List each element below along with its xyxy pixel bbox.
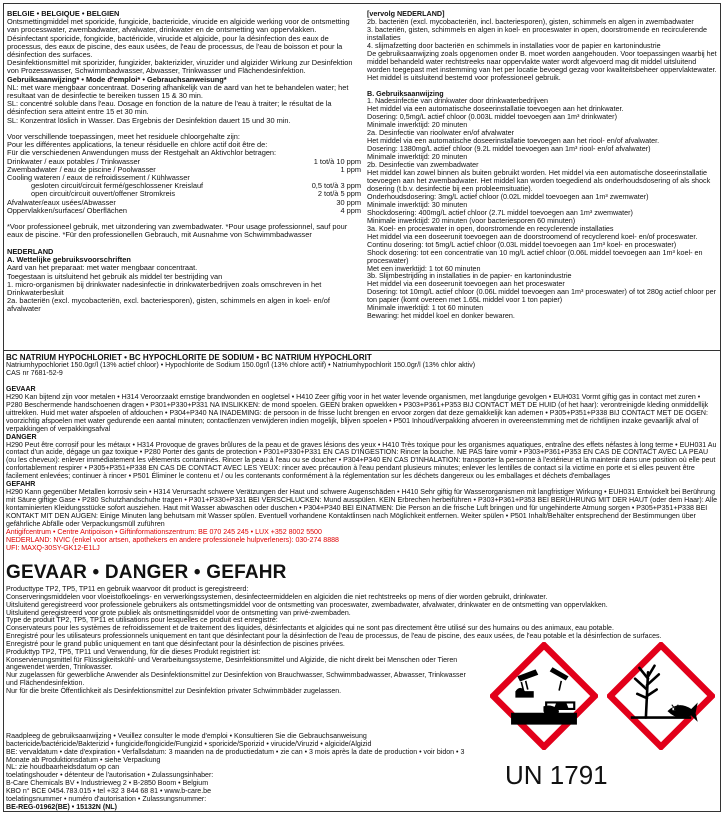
- left-column: [7, 10, 361, 314]
- instruction-line: Minimale inwerktijd: 30 minuten: [367, 199, 468, 209]
- chlorine-intro-de: Für die verschiedenen Anwendungen muss der Restgehalt an Aktivchlor betragen:: [7, 148, 277, 158]
- dosage-row: open circuit/circuit ouvert/offener Stromkreis 2 tot/à 5 ppm: [31, 189, 361, 199]
- instruction-line: Het middel via een doseerunit toevoegen aan het proceswater: [367, 279, 565, 289]
- chlorine-intro-fr: Pour les différentes applications, la teneur résiduelle en chlore actif doit être de:: [7, 140, 268, 150]
- dosage-row: Zwembadwater / eau de piscine / Poolwasser 1 ppm: [7, 164, 361, 174]
- hazard-text-fr: H290 Peut être corrosif pour les métaux • H314 Provoque de graves brûlures de la peau et de graves lésions des yeux • H410 Très toxique pour les organismes aquatiques, entraîne des effets néfastes à long terme • EUH031 Au contact d'un acide, dégage un gaz toxique • P280 Porter des gants de protection • P301+P330+P331 EN CAS D'INGESTION: Rincer la bouche. NE PAS faire vomir • P303+P361+P353 EN CAS DE CONTACT AVEC LA PEAU (ou les cheveux): enlever immédiatement les vêtements contaminés. Rincer la peau à l'eau ou se doucher • P304+P340 EN CAS D'INHALATION: transporter la personne à l'extérieur et la maintenir dans une position où elle peut confortablement respirer • P305+P351+P338 EN CAS DE CONTACT AVEC LES YEUX: rincer avec précaution à l'eau pendant plusieurs minutes; enlever les lentilles de contact si la victime en porte et si elles peuvent être facilement enlevées; continuer à rincer • P501 Éliminer le contenu et / ou les contenants conformément à la réglementation sur les déchets dangereux ou les emballages et déchets d'emballages: [6, 441, 717, 481]
- product-type-line: Konservierungsmittel für Flüssigkeitskühl- und Verarbeitungssysteme, Desinfektionsmittel und Algizide, die nicht direkt bei Menschen oder Tieren angewendet werden, Trinkwasser.: [6, 656, 458, 672]
- instruction-line: Het middel via een automatische doseerinstallatie toevoegen aan het riool- en/of afvalwater.: [367, 136, 660, 146]
- dosage-row: Oppervlakken/surfaces/ Oberflächen 4 ppm: [7, 205, 361, 215]
- admin-line: toelatingshouder • détenteur de l'autorisation • Zulassungsinhaber:: [6, 772, 214, 780]
- corrosion-pictogram-icon: [490, 642, 598, 750]
- instruction-line: Minimale inwerktijd: 1 tot 60 minuten: [367, 303, 484, 313]
- chlorine-intro-nl: Voor verschillende toepassingen, meet het residuele chloorgehalte zijn:: [7, 132, 240, 142]
- dosage-row: Cooling wateren / eaux de refroidissement / Kühlwasser: [7, 173, 190, 183]
- product-type-line: Type de produit TP2, TP5, TP11 et utilisations pour lesquelles ce produit est enregistré:: [6, 617, 278, 625]
- section-title-continued: [vervolg NEDERLAND]: [367, 9, 445, 18]
- hazard-title-de: GEFAHR: [6, 481, 36, 489]
- product-type-line: Uitsluitend geregistreerd voor grote publiek als ontsmettingsmiddel voor de ontsmetting van privé-zwembaden.: [6, 609, 351, 617]
- product-type-line: Producttype TP2, TP5, TP11 en gebruik waarvoor dit product is geregistreerd:: [6, 586, 249, 593]
- section-divider: [3, 350, 721, 351]
- instruction-line: Dosering: tot 10mg/L actief chloor (0.06L middel toevoegen aan 1m³ proceswater) of tot 280g actief chloor per ton papier (komt overeen met 1.65L middel voor 1 ton papier): [367, 287, 717, 305]
- product-type-line: Nur für die breite Öffentlichkeit als Desinfektionsmittel zur Desinfektion privater Schwimmbäder zugelassen.: [6, 687, 342, 695]
- instruction-line: Het middel via een automatische doseerinstallatie toevoegen aan het drinkwater.: [367, 104, 624, 114]
- instruction-line: Minimale inwerktijd: 20 minuten: [367, 120, 468, 130]
- instruction-line: Dosering: 0,5mg/L actief chloor (0.003L middel toevoegen aan 1m³ drinkwater): [367, 112, 617, 122]
- section-title-netherlands: NEDERLAND: [7, 246, 54, 256]
- instruction-line: 3a. Koel- en proceswater in open, doorstromende en recyclerende installaties: [367, 223, 614, 233]
- admin-line: NL: zie houdbaarheidsdatum op can: [6, 764, 120, 772]
- usage-title: Gebruiksaanwijzing* • Mode d'emploi* • Gebrauchsanweisung*: [7, 74, 227, 84]
- product-type-line: Nur zugelassen für gewerbliche Anwender als Desinfektionsmittel zur Desinfektion von Brauchwasser, Schwimmbadwasser, Abwasser, Trinkwasser und Flächendesinfektion.: [6, 672, 466, 688]
- intro-de: Desinfektionsmittel mit sporizider, fungizider, bakterizider, viruzider und algizider Wirkung zur Desinfektion von Prozesswasser, Schwimmbadwasser, Abwasser, Trinkwasser und Flächendesinfektion.: [7, 58, 353, 76]
- product-type-line: Enregistré pour les utilisateurs professionnels uniquement en tant que désinfectant pour la désinfection de l'eau de processus, de l'eau de piscine, des eaux usées, de l'eau potable et la désinfection de surfaces.: [6, 633, 662, 641]
- instruction-line: Bewaring: het middel koel en donker bewaren.: [367, 311, 515, 321]
- instruction-line: Minimale inwerktijd: 20 minuten: [367, 152, 468, 162]
- product-type-line: Conserveringsmiddelen voor vloeistofkoelings- en verwerkingssystemen, desinfecteermiddelen en algiciden die niet rechtstreeks op mens of dier worden gebruikt, drinkwater.: [6, 593, 548, 601]
- section-title-instructions: B. Gebruiksaanwijzing: [367, 88, 444, 98]
- usage-de: SL: Konzentrat löslich in Wasser. Das Ergebnis der Desinfektion dauert 15 und 30 min.: [7, 115, 291, 125]
- nl-line: 2a. bacteriën (excl. mycobacteriën, excl. bacteriesporen), gisten, schimmels en algen in koel- en/of afvalwater: [7, 296, 330, 314]
- instruction-line: Het middel kan zowel binnen als buiten gebruikt worden. Het middel via een automatische doseerinstallatie toevoegen aan het zwembadwater. Het middel kan worden toegediend als onderhoudsdosering of als shock dosering (t.b.v. desinfectie bij een probleemsituatie).: [367, 168, 711, 193]
- nl-use-line: 3. bacteriën, gisten, schimmels en algen in koel- en proceswater in open, doorstromende en recirculerende installaties: [367, 24, 707, 42]
- instruction-line: Minimale inwerktijd: 20 minuten (voor bacteriesporen 60 minuten): [367, 215, 576, 225]
- nl-line: 1. micro-organismen bij drinkwater nadesinfectie in drinkwaterbedrijven zoals omschreven in het Drinkwaterbesluit: [7, 279, 322, 297]
- nvic-line: NEDERLAND: NVIC (enkel voor artsen, apothekers en andere professionele hulpverleners): 030-274 8888: [6, 536, 339, 544]
- dosage-row: gesloten circuit/circuit fermé/geschlossener Kreislauf 0,5 tot/à 3 ppm: [31, 181, 361, 191]
- signal-word: GEVAAR • DANGER • GEFAHR: [6, 562, 287, 583]
- instruction-line: Shockdosering: 400mg/L actief chloor (2.7L middel toevoegen aan 1m³ zwemwater): [367, 207, 633, 217]
- instruction-line: Het middel via een doseerunit toevoegen aan de doorstroomend of recyclerend koel- en/of proceswater.: [367, 231, 698, 241]
- intro-fr: Désinfectant sporicide, fongicide, bactéricide, virucide et algicide, pour la désinfection des eaux de processus, des eaux de piscine, des eaux usées, de l'eau de processus, de l'eau de boisson et pour la désinfection des surfaces.: [7, 33, 343, 60]
- instruction-line: Onderhoudsdosering: 3mg/L actief chloor (0.02L middel toevoegen aan 1m³ zwemwater): [367, 191, 649, 201]
- hazard-title-nl: GEVAAR: [6, 385, 36, 393]
- product-type-line: Enregistré pour le grand public uniquement en tant que désinfectant pour la désinfection de piscines privées.: [6, 640, 345, 648]
- product-type-line: Produkttyp TP2, TP5, TP11 und Verwendung, für die dieses Produkt registriert ist:: [6, 648, 261, 656]
- nl-line: Aard van het preparaat: met water mengbaar concentraat.: [7, 263, 198, 273]
- hazard-text-de: H290 Kann gegenüber Metallen korrosiv sein • H314 Verursacht schwere Verätzungen der Haut und schwere Augenschäden • H410 Sehr giftig für Wasserorganismen mit langfristiger Wirkung • EUH031 Entwickelt bei Berührung mit Säure giftige Gase • P280 Schutzhandschuhe tragen • P301+P330+P331 BEI VERSCHLUCKEN: Mund ausspülen. KEIN Erbrechen herbeiführen • P303+P361+P353 BEI BERÜHRUNG MIT DER HAUT (oder dem Haar): Alle kontaminierten Kleidungsstücke sofort ausziehen. Haut mit Wasser abwaschen oder duschen • P304+P340 BEI EINATMEN: Die Person an die frische Luft bringen und für ungehinderte Atmung sorgen • P305+P351+P338 BEI KONTAKT MIT DEN AUGEN: Einige Minuten lang behutsam mit Wasser spülen. Eventuell vorhandene Kontaktlinsen nach Möglichkeit entfernen. Weiter spülen • P501 Inhalt/Behälter entsprechend der Bestimmungen über gefährliche Abfälle oder Verpackungsmüll zuführen: [6, 489, 718, 529]
- admin-line: B-Care Chemicals BV • Industrieweg 2 • B-2850 Boom • Belgium: [6, 780, 209, 788]
- instruction-line: Shock dosering: tot een concentratie van 10 mg/L actief chloor (0.06L middel toevoegen aan 1m³ koel- en proceswater): [367, 247, 703, 265]
- instruction-line: 2b. Desinfectie van zwembadwater: [367, 160, 479, 170]
- admin-line: bactericide/bactéricide/Bakterizid • fungicide/fongicide/Fungizid • sporicide/Sporizid • virucide/Viruzid • algicide/Algizid: [6, 740, 372, 748]
- admin-line: KBO n° BCE 0454.783.015 • tel +32 3 844 68 81 • www.b-care.be: [6, 787, 211, 795]
- admin-block: [6, 733, 486, 811]
- dosage-table: [7, 158, 361, 215]
- dosage-row: Afvalwater/eaux usées/Abwasser 30 ppm: [7, 197, 361, 207]
- product-type-line: Conservateurs pour les systèmes de refroidissement et de traitement des liquides, désinfectants et algicides qui ne sont pas directement être utilisé sur des humains ou des animaux, eau potable.: [6, 625, 614, 633]
- intro-nl: Ontsmettingmiddel met sporicide, fungicide, bactericide, virucide en algicide werking voor de ontsmetting van processwater, zwembadwater, afvalwater, drinkwater en de ontsmetting van oppervlakken.: [7, 17, 350, 35]
- instruction-line: Dosering: 1380mg/L actief chloor (9.2L middel toevoegen aan 1m³ riool- en/of afvalwater): [367, 144, 651, 154]
- hazard-title-fr: DANGER: [6, 433, 37, 441]
- instruction-line: 3b. Slijmbestrijding in installaties in de papier- en kartonindustrie: [367, 271, 572, 281]
- right-column: [367, 10, 719, 320]
- un-number: UN 1791: [505, 760, 608, 790]
- instruction-line: 2a. Desinfectie van rioolwater en/of afvalwater: [367, 128, 515, 138]
- dosage-row: Drinkwater / eaux potables / Trinkwasser 1 tot/à 10 ppm: [7, 156, 361, 166]
- product-title: BC NATRIUM HYPOCHLORIET • BC HYPOCHLORITE DE SODIUM • BC NATRIUM HYPOCHLORIT: [6, 353, 372, 362]
- instruction-line: 1. Nadesinfectie van drinkwater door drinkwaterbedrijven: [367, 96, 548, 106]
- environment-pictogram-icon: [607, 642, 715, 750]
- poison-centre-line: Antigifcentrum • Centre Antipoison • Giftinformationszentrum: BE 070 245 245 • LUX +352 8002 5500: [6, 529, 322, 537]
- nl-use-line: 4. slijmafzetting door bacteriën en schimmels in installaties voor de papier en kartonindustrie: [367, 40, 661, 50]
- instruction-line: Met een inwerktijd: 1 tot 60 minuten: [367, 263, 481, 273]
- ufi-code: UFI: MAXQ-30SY-GK12-E1LJ: [6, 544, 100, 552]
- admin-line: Raadpleeg de gebruiksaanwijzing • Veuillez consulter le mode d'emploi • Konsultieren Sie die Gebrauchsanweisung: [6, 733, 367, 740]
- usage-fr: SL: concentré soluble dans l'eau. Dosage en fonction de la nature de l'eau à traiter; le résultat de la désinfection sera atteint entre 15 et 30 min.: [7, 99, 332, 117]
- section-subtitle-legal: A. Wettelijke gebruiksvoorschriften: [7, 255, 131, 265]
- cas-number: CAS nr 7681-52-9: [6, 369, 63, 377]
- hazard-block: [6, 353, 718, 553]
- nl-line: Toegestaan is uitsluitend het gebruik als middel ter bestrijding van: [7, 271, 223, 281]
- product-composition: Natriumhypochloriet 150.0gr/l (13% actief chloor) • Hypochlorite de Sodium 150.0gr/l (13% chlore actif) • Natriumhypochlorit 150.0gr/l (13% chlor aktiv): [6, 362, 476, 369]
- admin-line: toelatingsnummer • numéro d'autorisation • Zulassungsnummer:: [6, 795, 207, 803]
- admin-line: BE: vervaldatum • date d'expiration • Verfallsdatum: 3 maanden na de productiedatum • zie can • 3 mois après la date de production • voir bidon • 3 Monate ab Produktionsdatum • siehe Verpackung: [6, 748, 465, 764]
- nl-use-line: 2b. bacteriën (excl. mycobacteriën, incl. bacteriesporen), gisten, schimmels en algen in zwembadwater: [367, 16, 694, 26]
- professional-footnote: *Voor professioneel gebruik, met uitzondering van zwembadwater. *Pour usage professionnel, sauf pour eaux de piscine. *Für den professionellen Gebrauch, mit Ausnahme von Schwimmbadwasser: [7, 222, 348, 240]
- nl-use-line: De gebruiksaanwijzing zoals opgenomen onder B. moet worden aangehouden. Voor toepassingen waarbij het middel behandeld water rechtstreeks naar oppervlakte water wordt afgevoerd mag dit middel uitsluitend worden toegepast met instemming van het per locatie bevoegd gezag voor kwaliteitsbeheer oppervlaktewater. Het middel is uitsluitend bestemd voor professioneel gebruik.: [367, 48, 717, 82]
- hazard-text-nl: H290 Kan bijtend zijn voor metalen • H314 Veroorzaakt ernstige brandwonden en oogletsel • H410 Zeer giftig voor in het water levende organismen, met langdurige gevolgen • EUH031 Vormt giftig gas in contact met zuren • P280 Beschermende handschoenen dragen • P301+P330+P331 NA INSLIKKEN: de mond spoelen. GEEN braken opwekken • P303+P361+P353 BIJ CONTACT MET DE HUID (of het haar): verontreinigde kleding onmiddellijk uittrekken. Huid met water afspoelen of afdouchen • P304+P340 NA INADEMING: de persoon in de frisse lucht brengen en ervoor zorgen dat deze gemakkelijk kan ademen • P305+P351+P338 BIJ CONTACT MET DE OGEN: voorzichtig afspoelen met water gedurende een aantal minuten; contactlenzen verwijderen indien mogelijk, blijven spoelen • P501 Inhoud/verpakking afvoeren in overeenstemming met de richtlijnen inzake gevaarlijk afval of verpakkingen of verpakkingsafval: [6, 393, 709, 433]
- section-title-belgium: BELGIE • BELGIQUE • BELGIEN: [7, 9, 120, 18]
- registration-number: BE-REG-01962(BE) • 15132N (NL): [6, 803, 117, 811]
- usage-nl: NL: met ware mengbaar concentraat. Dosering afhankelijk van de aard van het te behandelen water; het resultaat van de desinfectie te bereiken tussen 15 & 30 min.: [7, 82, 349, 101]
- product-type-line: Uitsluitend geregistreerd voor professionele gebruikers als ontsmettingsmiddel voor de ontsmetting van proceswater, zwembadwater, afvalwater, drinkwater en de ontsmetting van oppervlakken.: [6, 601, 608, 609]
- instruction-line: Continu dosering: tot 5mg/L actief chloor (0.03L middel toevoegen aan 1m³ koel- en proceswater): [367, 239, 677, 249]
